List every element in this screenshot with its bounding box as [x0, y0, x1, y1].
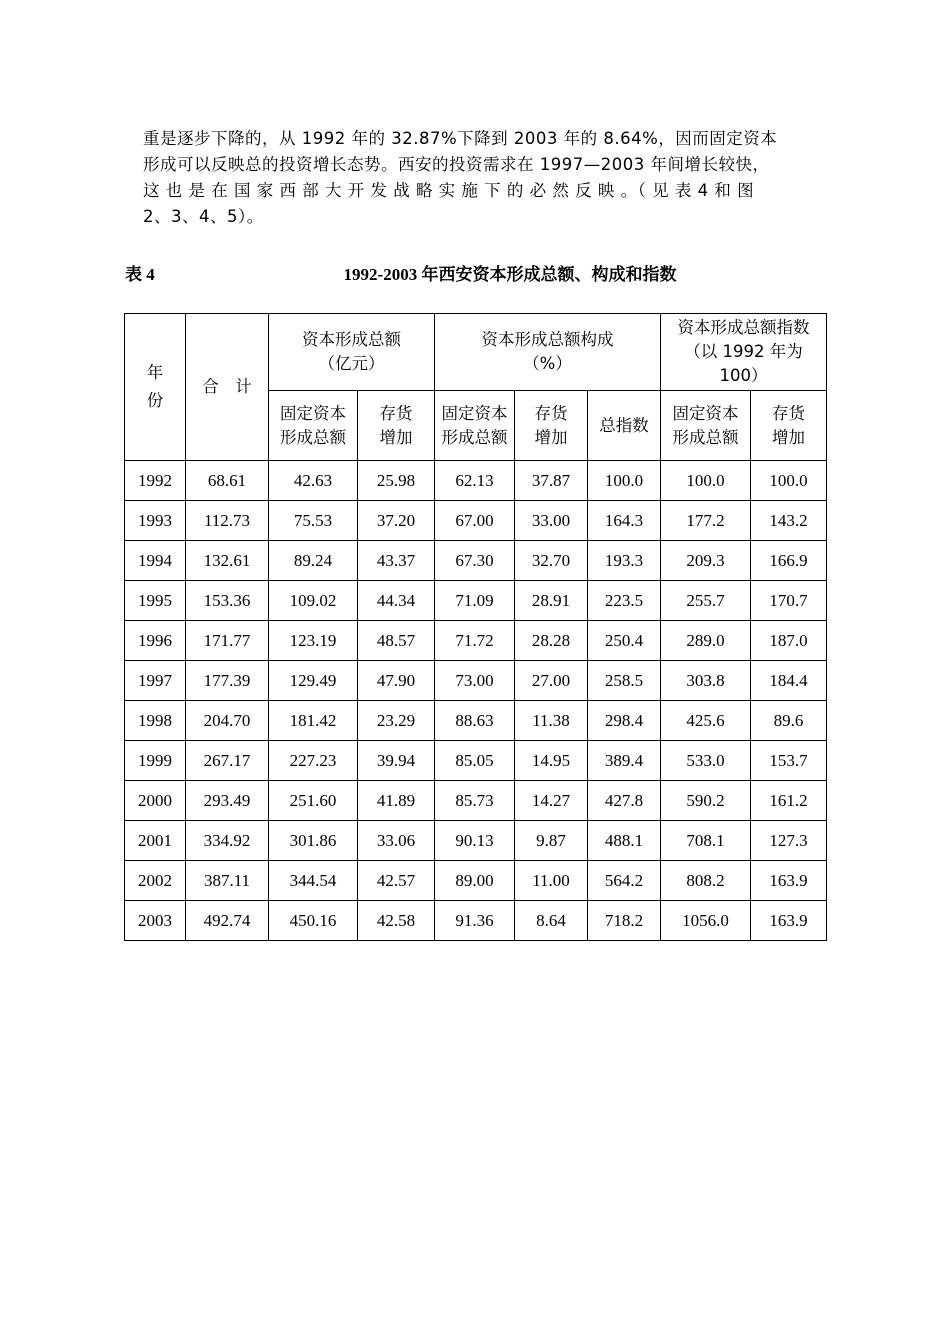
paragraph-line: 重是逐步下降的，从 1992 年的 32.87%下降到 2003 年的 8.64%，因而固定资本	[143, 129, 778, 148]
value-cell: 450.16	[269, 901, 358, 941]
value-cell: 181.42	[269, 701, 358, 741]
value-cell: 289.0	[661, 621, 751, 661]
data-table	[124, 313, 827, 941]
value-cell: 44.34	[358, 581, 435, 621]
value-cell: 303.8	[661, 661, 751, 701]
table-row	[125, 501, 827, 541]
header-group-amount: 资本形成总额（亿元）	[269, 314, 435, 391]
value-cell: 32.70	[515, 541, 588, 581]
value-cell: 143.2	[751, 501, 827, 541]
value-cell: 25.98	[358, 461, 435, 501]
value-cell: 129.49	[269, 661, 358, 701]
value-cell: 334.92	[186, 821, 269, 861]
value-cell: 90.13	[435, 821, 515, 861]
value-cell: 91.36	[435, 901, 515, 941]
year-cell: 1994	[125, 541, 186, 581]
value-cell: 564.2	[588, 861, 661, 901]
value-cell: 177.39	[186, 661, 269, 701]
value-cell: 100.0	[661, 461, 751, 501]
header-inventory: 存货增加	[358, 391, 435, 461]
value-cell: 387.11	[186, 861, 269, 901]
value-cell: 204.70	[186, 701, 269, 741]
table-row	[125, 461, 827, 501]
value-cell: 127.3	[751, 821, 827, 861]
value-cell: 71.09	[435, 581, 515, 621]
value-cell: 89.6	[751, 701, 827, 741]
value-cell: 23.29	[358, 701, 435, 741]
table-row	[125, 621, 827, 661]
value-cell: 37.87	[515, 461, 588, 501]
value-cell: 163.9	[751, 901, 827, 941]
table-row	[125, 581, 827, 621]
value-cell: 251.60	[269, 781, 358, 821]
table-row	[125, 661, 827, 701]
value-cell: 163.9	[751, 861, 827, 901]
paragraph-line: 形成可以反映总的投资增长态势。西安的投资需求在 1997—2003 年间增长较快，	[143, 155, 770, 174]
value-cell: 153.36	[186, 581, 269, 621]
value-cell: 123.19	[269, 621, 358, 661]
value-cell: 43.37	[358, 541, 435, 581]
value-cell: 100.0	[751, 461, 827, 501]
value-cell: 33.00	[515, 501, 588, 541]
value-cell: 28.28	[515, 621, 588, 661]
value-cell: 153.7	[751, 741, 827, 781]
value-cell: 73.00	[435, 661, 515, 701]
value-cell: 11.00	[515, 861, 588, 901]
value-cell: 48.57	[358, 621, 435, 661]
table-row	[125, 701, 827, 741]
value-cell: 193.3	[588, 541, 661, 581]
value-cell: 492.74	[186, 901, 269, 941]
value-cell: 68.61	[186, 461, 269, 501]
table-title: 1992-2003 年西安资本形成总额、构成和指数	[343, 265, 677, 284]
value-cell: 808.2	[661, 861, 751, 901]
header-total: 合 计	[186, 314, 269, 461]
value-cell: 14.95	[515, 741, 588, 781]
table-row	[125, 541, 827, 581]
table-row	[125, 861, 827, 901]
value-cell: 708.1	[661, 821, 751, 861]
value-cell: 187.0	[751, 621, 827, 661]
value-cell: 42.57	[358, 861, 435, 901]
table-row	[125, 741, 827, 781]
value-cell: 42.58	[358, 901, 435, 941]
value-cell: 590.2	[661, 781, 751, 821]
header-total-index: 总指数	[588, 391, 661, 461]
table-row	[125, 821, 827, 861]
value-cell: 170.7	[751, 581, 827, 621]
value-cell: 67.00	[435, 501, 515, 541]
value-cell: 1056.0	[661, 901, 751, 941]
year-cell: 1998	[125, 701, 186, 741]
value-cell: 71.72	[435, 621, 515, 661]
value-cell: 88.63	[435, 701, 515, 741]
value-cell: 67.30	[435, 541, 515, 581]
value-cell: 85.73	[435, 781, 515, 821]
value-cell: 47.90	[358, 661, 435, 701]
value-cell: 166.9	[751, 541, 827, 581]
value-cell: 14.27	[515, 781, 588, 821]
value-cell: 718.2	[588, 901, 661, 941]
year-cell: 1999	[125, 741, 186, 781]
year-cell: 1997	[125, 661, 186, 701]
year-cell: 2001	[125, 821, 186, 861]
paragraph-line: 这 也 是 在 国 家 西 部 大 开 发 战 略 实 施 下 的 必 然 反 映 。（ 见 表 4 和 图	[143, 181, 755, 200]
paragraph-line: 2、3、4、5）。	[143, 207, 264, 226]
table-label: 表 4	[125, 265, 155, 284]
header-fixed-capital: 固定资本形成总额	[435, 391, 515, 461]
header-year: 年份	[125, 314, 186, 461]
header-group-composition: 资本形成总额构成（%）	[435, 314, 661, 391]
value-cell: 227.23	[269, 741, 358, 781]
value-cell: 255.7	[661, 581, 751, 621]
value-cell: 425.6	[661, 701, 751, 741]
header-inventory: 存货增加	[515, 391, 588, 461]
value-cell: 112.73	[186, 501, 269, 541]
table-row	[125, 781, 827, 821]
value-cell: 293.49	[186, 781, 269, 821]
year-cell: 1993	[125, 501, 186, 541]
year-cell: 1992	[125, 461, 186, 501]
value-cell: 344.54	[269, 861, 358, 901]
value-cell: 62.13	[435, 461, 515, 501]
value-cell: 161.2	[751, 781, 827, 821]
body-paragraph	[143, 126, 807, 230]
header-fixed-capital: 固定资本形成总额	[269, 391, 358, 461]
value-cell: 100.0	[588, 461, 661, 501]
value-cell: 171.77	[186, 621, 269, 661]
value-cell: 75.53	[269, 501, 358, 541]
value-cell: 488.1	[588, 821, 661, 861]
value-cell: 267.17	[186, 741, 269, 781]
value-cell: 250.4	[588, 621, 661, 661]
value-cell: 27.00	[515, 661, 588, 701]
value-cell: 42.63	[269, 461, 358, 501]
value-cell: 9.87	[515, 821, 588, 861]
value-cell: 39.94	[358, 741, 435, 781]
header-inventory: 存货增加	[751, 391, 827, 461]
year-cell: 2003	[125, 901, 186, 941]
value-cell: 427.8	[588, 781, 661, 821]
value-cell: 28.91	[515, 581, 588, 621]
year-cell: 1995	[125, 581, 186, 621]
value-cell: 89.24	[269, 541, 358, 581]
value-cell: 301.86	[269, 821, 358, 861]
value-cell: 8.64	[515, 901, 588, 941]
value-cell: 223.5	[588, 581, 661, 621]
value-cell: 89.00	[435, 861, 515, 901]
value-cell: 37.20	[358, 501, 435, 541]
value-cell: 258.5	[588, 661, 661, 701]
year-cell: 2002	[125, 861, 186, 901]
year-cell: 1996	[125, 621, 186, 661]
value-cell: 33.06	[358, 821, 435, 861]
value-cell: 41.89	[358, 781, 435, 821]
value-cell: 85.05	[435, 741, 515, 781]
value-cell: 298.4	[588, 701, 661, 741]
value-cell: 389.4	[588, 741, 661, 781]
value-cell: 132.61	[186, 541, 269, 581]
header-fixed-capital: 固定资本形成总额	[661, 391, 751, 461]
value-cell: 177.2	[661, 501, 751, 541]
value-cell: 11.38	[515, 701, 588, 741]
year-cell: 2000	[125, 781, 186, 821]
value-cell: 533.0	[661, 741, 751, 781]
value-cell: 109.02	[269, 581, 358, 621]
header-group-index: 资本形成总额指数（以 1992 年为 100）	[661, 314, 827, 391]
value-cell: 184.4	[751, 661, 827, 701]
value-cell: 164.3	[588, 501, 661, 541]
value-cell: 209.3	[661, 541, 751, 581]
table-row	[125, 901, 827, 941]
